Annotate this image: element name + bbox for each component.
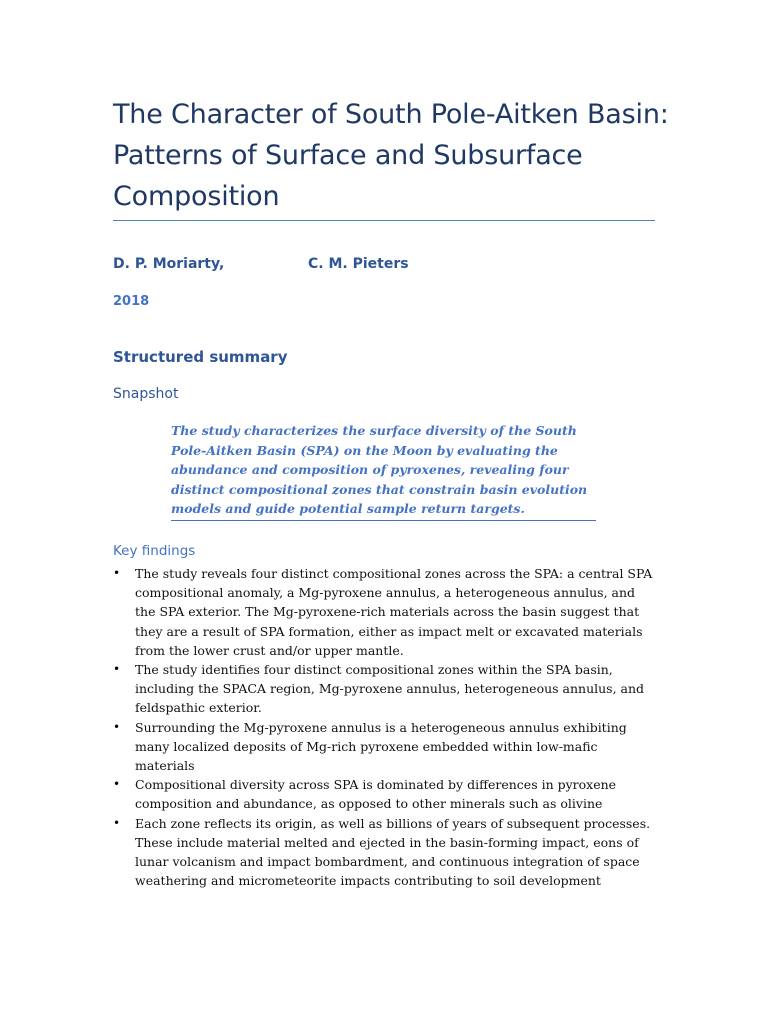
snapshot-quote: The study characterizes the surface diversity of the South Pole-Aitken Basin (SPA) on the Moon by evaluating the abundance and composition of pyroxenes, revealing four distinct compositional zones that constrain basin evolution models and guide potential sample return targets. <box>171 423 588 516</box>
bullet-icon: • <box>113 815 121 830</box>
bullet-icon: • <box>113 719 121 734</box>
finding-text: The study identifies four distinct compositional zones within the SPA basin, including the SPACA region, Mg-pyroxene annulus, heterogeneous annulus, and feldspathic exterior. <box>135 662 645 716</box>
title-divider <box>113 220 655 221</box>
author-2: C. M. Pieters <box>308 256 409 272</box>
bullet-icon: • <box>113 777 121 792</box>
list-item <box>113 660 658 718</box>
snapshot-heading: Snapshot <box>113 386 179 402</box>
list-item <box>113 718 658 776</box>
key-findings-list <box>113 564 658 890</box>
quote-divider <box>171 520 596 521</box>
author-1: D. P. Moriarty, <box>113 256 225 272</box>
list-item <box>113 564 658 660</box>
bullet-icon: • <box>113 566 121 580</box>
finding-text: Surrounding the Mg-pyroxene annulus is a heterogeneous annulus exhibiting many localized deposits of Mg-rich pyroxene embedded within low-mafic materials <box>135 719 627 774</box>
list-item <box>113 814 658 891</box>
publication-year: 2018 <box>113 294 150 309</box>
structured-summary-heading: Structured summary <box>113 348 288 366</box>
bullet-icon: • <box>113 662 121 677</box>
key-findings-heading: Key findings <box>113 543 196 559</box>
author-list <box>113 256 653 276</box>
finding-text: Each zone reflects its origin, as well as billions of years of subsequent processes. These include material melted and ejected in the basin-forming impact, eons of lunar volcanism and impact bombardment, and continuous integration of space weathering and micrometeorite impacts contributing to soil development <box>135 815 651 889</box>
finding-text: The study reveals four distinct compositional zones across the SPA: a central SPA compositional anomaly, a Mg-pyroxene annulus, a heterogeneous annulus, and the SPA exterior. The Mg-pyroxene-rich materials across the basin suggest that they are a result of SPA formation, either as impact melt or excavated materials from the lower crust and/or upper mantle. <box>135 566 653 658</box>
list-item <box>113 775 658 813</box>
finding-text: Compositional diversity across SPA is dominated by differences in pyroxene composition and abundance, as opposed to other minerals such as olivine <box>135 777 617 812</box>
document-title: The Character of South Pole-Aitken Basin: Patterns of Surface and Subsurface Composition <box>113 99 669 212</box>
